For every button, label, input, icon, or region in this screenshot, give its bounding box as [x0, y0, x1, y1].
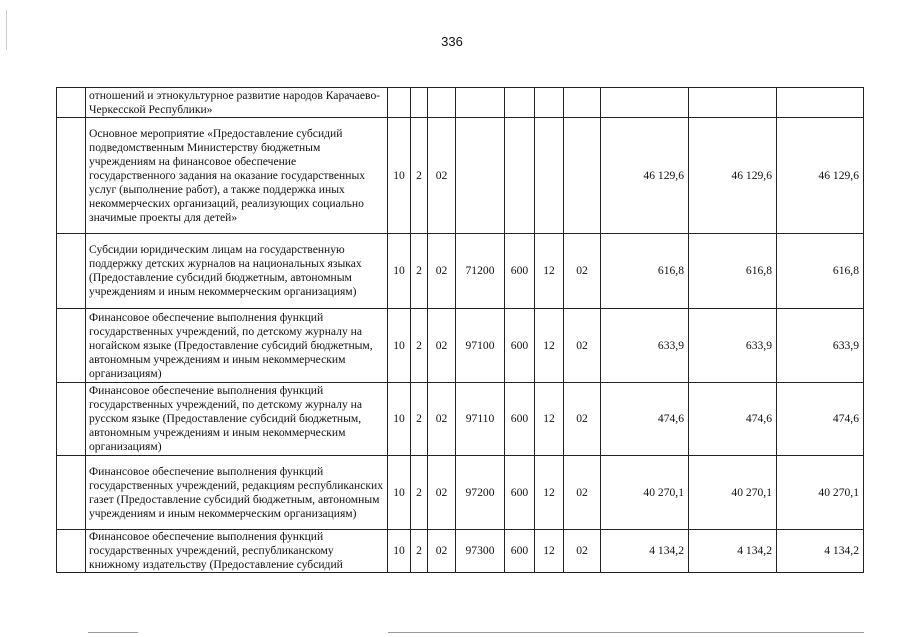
row-cell-c6: 12	[535, 309, 564, 383]
row-cell-c1: 10	[388, 118, 411, 234]
row-cell-v3: 616,8	[777, 234, 864, 309]
row-cell-c5: 600	[505, 234, 535, 309]
row-cell-c6: 12	[535, 456, 564, 530]
row-number-cell	[57, 118, 86, 234]
row-cell-c5: 600	[505, 456, 535, 530]
row-cell-c7	[564, 118, 601, 234]
row-cell-c5: 600	[505, 309, 535, 383]
row-cell-c5: 600	[505, 530, 535, 573]
row-cell-c5	[505, 118, 535, 234]
row-cell-v2: 474,6	[689, 383, 777, 456]
row-cell-c2: 2	[411, 309, 428, 383]
row-cell-v2: 633,9	[689, 309, 777, 383]
row-cell-c3: 02	[428, 234, 456, 309]
row-cell-c6: 12	[535, 383, 564, 456]
row-cell-c1: 10	[388, 309, 411, 383]
table-row	[57, 456, 864, 530]
row-cell-c2: 2	[411, 530, 428, 573]
row-cell-v3: 4 134,2	[777, 530, 864, 573]
row-cell-v1: 40 270,1	[601, 456, 689, 530]
table-row	[57, 383, 864, 456]
row-cell-c2: 2	[411, 118, 428, 234]
scan-edge-mark	[6, 10, 7, 50]
page-number: 336	[441, 34, 463, 49]
table-row	[57, 234, 864, 309]
row-cell-c3: 02	[428, 383, 456, 456]
row-cell-v3: 40 270,1	[777, 456, 864, 530]
row-cell-v2: 40 270,1	[689, 456, 777, 530]
row-cell-v1: 4 134,2	[601, 530, 689, 573]
row-cell-v1	[601, 88, 689, 118]
row-cell-c7: 02	[564, 309, 601, 383]
row-cell-c2: 2	[411, 456, 428, 530]
row-cell-c7: 02	[564, 530, 601, 573]
row-cell-c3: 02	[428, 118, 456, 234]
row-cell-c4: 97200	[456, 456, 505, 530]
row-name-cell: Финансовое обеспечение выполнения функций государственных учреждений, редакциям республиканских газет (Предоставление субсидий бюджетным, автономным учреждениям и иным некоммерческим организациям)	[86, 456, 388, 530]
budget-table	[56, 87, 864, 573]
row-cell-c7: 02	[564, 456, 601, 530]
row-number-cell	[57, 456, 86, 530]
row-cell-v3	[777, 88, 864, 118]
footer-rule-right	[388, 632, 864, 633]
row-cell-v1: 46 129,6	[601, 118, 689, 234]
row-cell-c3: 02	[428, 456, 456, 530]
row-cell-v2: 4 134,2	[689, 530, 777, 573]
row-cell-v3: 46 129,6	[777, 118, 864, 234]
row-cell-c1: 10	[388, 383, 411, 456]
table-row	[57, 309, 864, 383]
row-cell-c1: 10	[388, 234, 411, 309]
row-cell-c4: 97100	[456, 309, 505, 383]
row-cell-c4: 97110	[456, 383, 505, 456]
row-number-cell	[57, 88, 86, 118]
row-cell-c4	[456, 88, 505, 118]
row-cell-c6	[535, 88, 564, 118]
row-cell-v2: 46 129,6	[689, 118, 777, 234]
row-cell-c2: 2	[411, 383, 428, 456]
row-number-cell	[57, 530, 86, 573]
row-cell-c4: 71200	[456, 234, 505, 309]
table-row	[57, 530, 864, 573]
row-cell-v1: 616,8	[601, 234, 689, 309]
row-cell-v3: 633,9	[777, 309, 864, 383]
row-cell-c6: 12	[535, 530, 564, 573]
row-cell-v2: 616,8	[689, 234, 777, 309]
table-row	[57, 88, 864, 118]
row-cell-c3: 02	[428, 530, 456, 573]
row-cell-c7	[564, 88, 601, 118]
row-cell-c5: 600	[505, 383, 535, 456]
row-cell-c2	[411, 88, 428, 118]
row-cell-v2	[689, 88, 777, 118]
row-cell-v1: 633,9	[601, 309, 689, 383]
row-cell-c6	[535, 118, 564, 234]
row-name-cell: Субсидии юридическим лицам на государственную поддержку детских журналов на национальных языках (Предоставление субсидий бюджетным, автономным учреждениям и иным некоммерческим организациям)	[86, 234, 388, 309]
row-cell-c3: 02	[428, 309, 456, 383]
row-number-cell	[57, 234, 86, 309]
table-row	[57, 118, 864, 234]
row-cell-c3	[428, 88, 456, 118]
row-cell-c5	[505, 88, 535, 118]
footer-rule-left	[88, 632, 138, 633]
row-cell-c6: 12	[535, 234, 564, 309]
row-cell-c1: 10	[388, 456, 411, 530]
row-cell-c1	[388, 88, 411, 118]
row-name-cell: отношений и этнокультурное развитие народов Карачаево-Черкесской Республики»	[86, 88, 388, 118]
row-name-cell: Финансовое обеспечение выполнения функций государственных учреждений, республиканскому книжному издательству (Предоставление субсидий	[86, 530, 388, 573]
row-cell-c7: 02	[564, 234, 601, 309]
row-cell-c7: 02	[564, 383, 601, 456]
row-cell-c4	[456, 118, 505, 234]
row-cell-v3: 474,6	[777, 383, 864, 456]
row-name-cell: Финансовое обеспечение выполнения функций государственных учреждений, по детскому журналу на русском языке (Предоставление субсидий бюджетным, автономным учреждениям и иным некоммерческим организациям)	[86, 383, 388, 456]
row-number-cell	[57, 383, 86, 456]
row-cell-c2: 2	[411, 234, 428, 309]
row-cell-c4: 97300	[456, 530, 505, 573]
row-name-cell: Основное мероприятие «Предоставление субсидий подведомственным Министерству бюджетным учреждениям на финансовое обеспечение государственного задания на оказание государственных услуг (выполнение работ), а также поддержка иных некоммерческих организаций, реализующих социально значимые проекты для детей»	[86, 118, 388, 234]
row-cell-c1: 10	[388, 530, 411, 573]
row-name-cell: Финансовое обеспечение выполнения функций государственных учреждений, по детскому журналу на ногайском языке (Предоставление субсидий бюджетным, автономным учреждениям и иным некоммерческим организациям)	[86, 309, 388, 383]
row-cell-v1: 474,6	[601, 383, 689, 456]
row-number-cell	[57, 309, 86, 383]
